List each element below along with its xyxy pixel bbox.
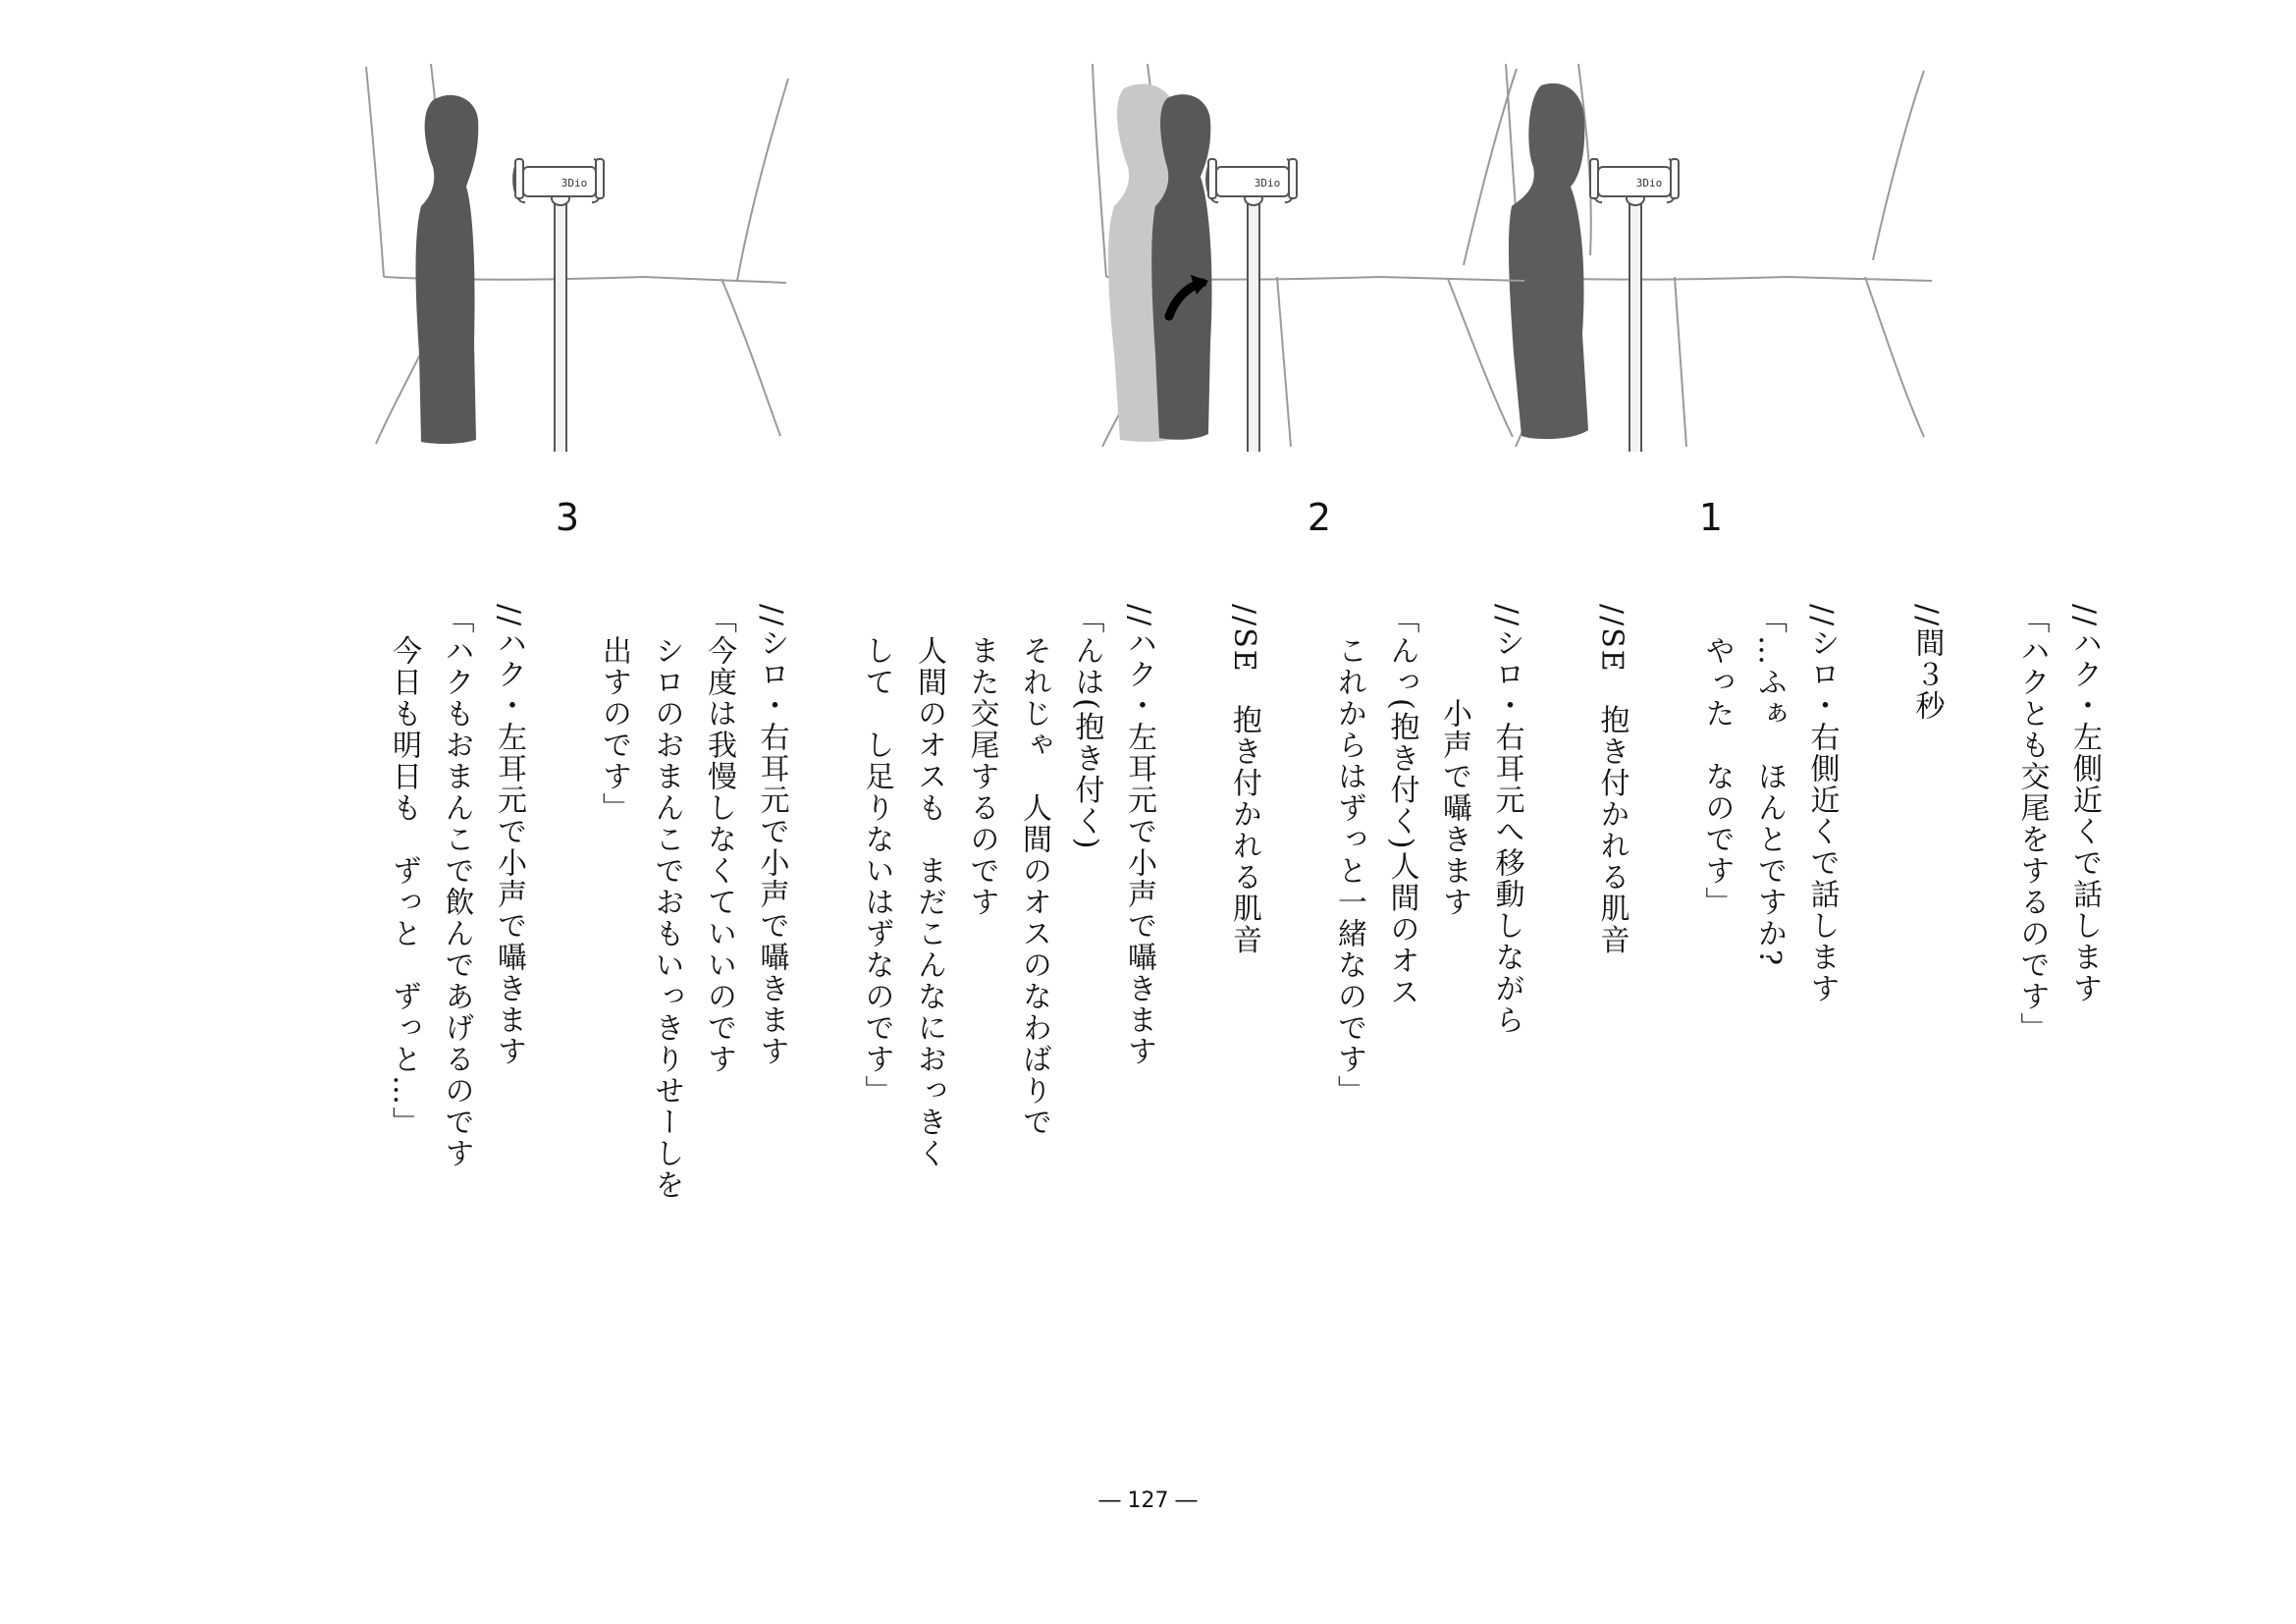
script-line: 「…ふぁ ほんとですか? — [1752, 604, 1787, 968]
panel-number-2: 2 — [1307, 496, 1332, 539]
panel-1-drawing — [1492, 59, 1934, 452]
script-line: また交尾するのです — [964, 604, 999, 918]
script-line — [535, 604, 588, 1409]
script-line: //シロ・右側近くで話します — [1804, 604, 1840, 1005]
script-line: 出すのです」 — [597, 604, 631, 824]
script-line: //SE 抱き付かれる肌音 — [1227, 604, 1261, 956]
page-number: ― 127 ― — [1098, 1489, 1198, 1513]
script-line: これからはずっと一緒なのです」 — [1332, 604, 1366, 1107]
panel-3-drawing — [348, 59, 790, 452]
mic-label: 3Dio — [1254, 177, 1281, 189]
script-line: それじゃ 人間のオスのなわばりで — [1017, 604, 1051, 1138]
mic-label: 3Dio — [1635, 177, 1663, 189]
script-line: 人間のオスも まだこんなにおっきく — [912, 604, 946, 1169]
script-line: //ハク・左側近くで話します — [2067, 604, 2102, 1005]
script-line: 今日も明日も ずっと ずっと…」 — [387, 604, 421, 1138]
illustration-panel-2 — [1085, 59, 1526, 452]
script-line — [798, 604, 851, 1409]
script-line — [1848, 604, 1901, 1409]
script-body — [250, 604, 2110, 1409]
script-line: //シロ・右耳元で小声で囁きます — [754, 604, 789, 1068]
panel-2-drawing — [1085, 59, 1526, 452]
panel-number-1: 1 — [1698, 496, 1724, 539]
script-line: //ハク・左耳元で小声で囁きます — [492, 604, 526, 1068]
script-line: 「ハクもおまんこで飲んであげるのです — [439, 604, 474, 1169]
panel-number-3: 3 — [555, 496, 580, 539]
script-line: 「んっ(抱き付く)人間のオス — [1384, 604, 1419, 1008]
listener-silhouette — [416, 95, 479, 444]
script-line: //シロ・右耳元へ移動しながら — [1489, 604, 1524, 1037]
script-line: シロのおまんこでおもいっきりせーしを — [649, 604, 684, 1201]
script-line: //SE 抱き付かれる肌音 — [1594, 604, 1629, 956]
script-line: 「んは(抱き付く) — [1069, 604, 1104, 851]
script-line: 「今度は我慢しなくていいのです — [702, 604, 736, 1075]
script-line: やった なのです」 — [1699, 604, 1735, 918]
illustration-panel-3 — [348, 59, 790, 452]
script-line — [1953, 604, 2006, 1409]
script-line: 小声で囁きます — [1437, 604, 1471, 918]
mic-label: 3Dio — [561, 177, 588, 189]
script-line — [1270, 604, 1323, 1409]
script-line — [1533, 604, 1586, 1409]
script-line — [1638, 604, 1691, 1409]
script-line: 「ハクとも交尾をするのです」 — [2014, 604, 2050, 1044]
script-line: //ハク・左耳元で小声で囁きます — [1122, 604, 1156, 1068]
script-line: して し足りないはずなのです」 — [859, 604, 894, 1107]
script-line: //間３秒 — [1909, 604, 1945, 723]
illustration-panel-1 — [1492, 59, 1934, 452]
script-line — [1165, 604, 1218, 1409]
